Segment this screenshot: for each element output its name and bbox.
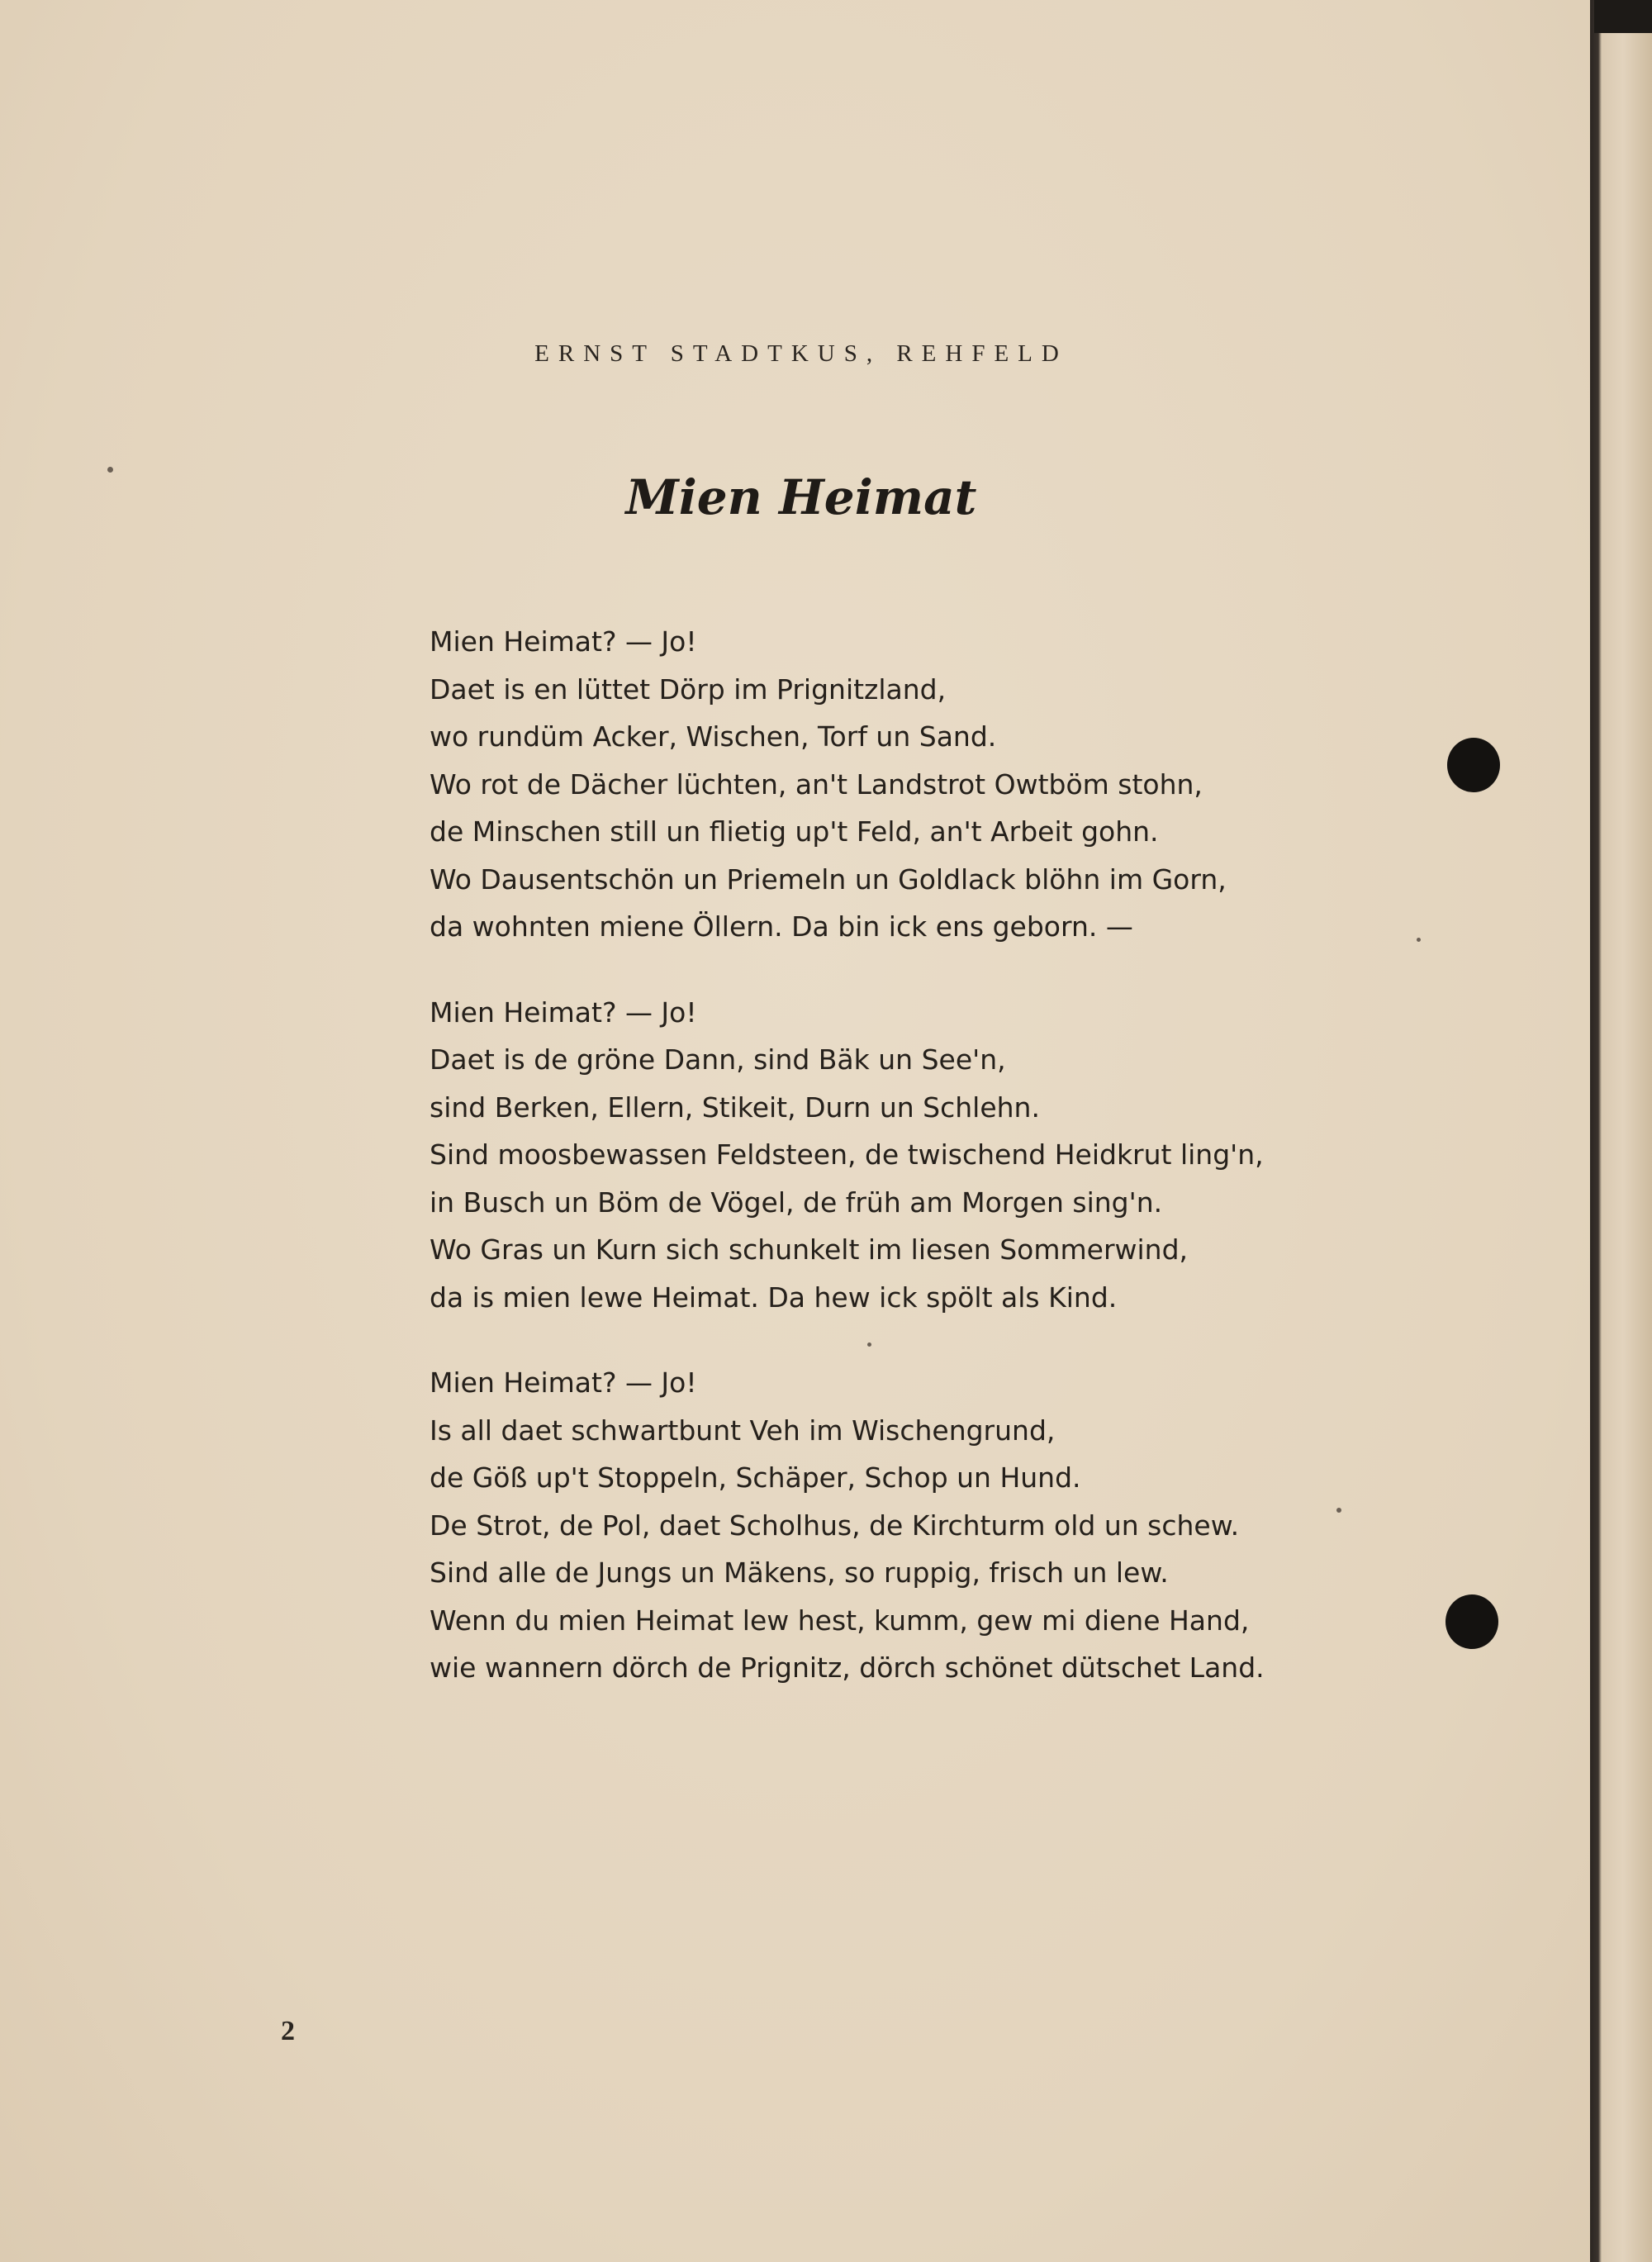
paper-speck [107,467,113,473]
poem-line: Daet is de gröne Dann, sind Bäk un See'n, [430,1043,1006,1076]
poem-line: Wenn du mien Heimat lew hest, kumm, gew mi diene Hand, [430,1604,1250,1637]
poem-line: Mien Heimat? — Jo! [430,625,697,658]
poem-line: Is all daet schwartbunt Veh im Wischengrund, [430,1414,1056,1447]
page-number: 2 [281,2016,295,2046]
poem-body [430,618,1421,1730]
poem-line: Wo Gras un Kurn sich schunkelt im liesen Sommerwind, [430,1233,1189,1266]
poem-title: Mien Heimat [625,469,977,525]
poem-line: Daet is en lüttet Dörp im Prignitzland, [430,672,947,706]
poem-line: da wohnten miene Öllern. Da bin ick ens geborn. — [430,910,1133,943]
paper-speck [1336,1508,1341,1513]
paper-speck [1417,938,1421,942]
poem-line: Mien Heimat? — Jo! [430,996,697,1029]
poem-line: de Minschen still un flietig up't Feld, an't Arbeit gohn. [430,815,1159,848]
stanza-3 [430,1359,1421,1692]
paper-speck [867,1342,871,1347]
poem-line: wie wannern dörch de Prignitz, dörch schönet dütschet Land. [430,1651,1265,1684]
binding-edge [1594,0,1652,33]
poem-line: De Strot, de Pol, daet Scholhus, de Kirchturm old un schew. [430,1509,1240,1542]
stanza-2 [430,989,1421,1322]
punch-hole [1447,738,1500,792]
poem-line: da is mien lewe Heimat. Da hew ick spölt als Kind. [430,1281,1118,1314]
punch-hole [1446,1594,1498,1649]
poem-line: Sind moosbewassen Feldsteen, de twischend Heidkrut ling'n, [430,1138,1264,1171]
poem-line: Wo rot de Dächer lüchten, an't Landstrot Owtböm stohn, [430,767,1203,801]
stanza-1 [430,618,1421,951]
poem-line: Wo Dausentschön un Priemeln un Goldlack blöhn im Gorn, [430,863,1227,896]
poem-line: in Busch un Böm de Vögel, de früh am Morgen sing'n. [430,1186,1163,1219]
poem-line: Sind alle de Jungs un Mäkens, so ruppig, frisch un lew. [430,1556,1169,1589]
poem-line: wo rundüm Acker, Wischen, Torf un Sand. [430,720,997,753]
book-binding [1590,0,1652,2262]
poem-line: de Göß up't Stoppeln, Schäper, Schop un Hund. [430,1461,1081,1494]
poem-line: sind Berken, Ellern, Stikeit, Durn un Schlehn. [430,1091,1040,1124]
poem-line: Mien Heimat? — Jo! [430,1366,697,1399]
author-line: ERNST STADTKUS, REHFELD [534,340,1068,367]
